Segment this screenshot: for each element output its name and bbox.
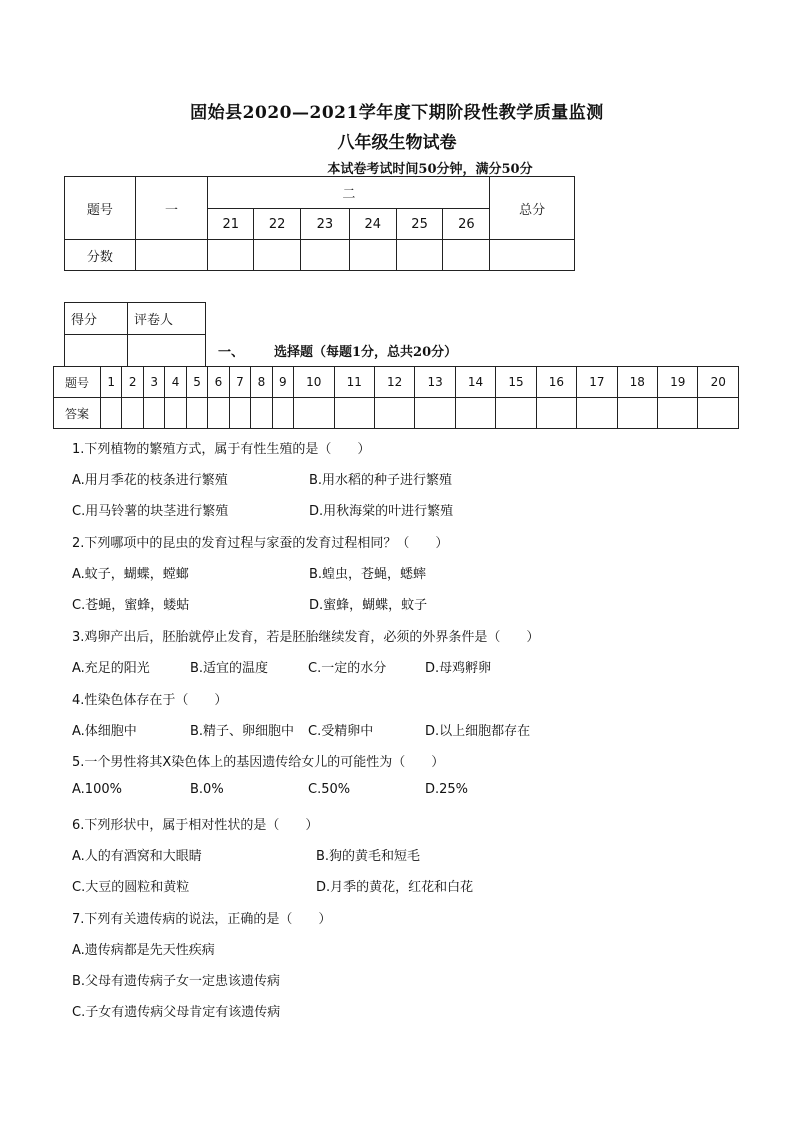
score-cell[interactable] [208, 240, 254, 271]
question-option[interactable]: C.用马铃薯的块茎进行繁殖 [72, 504, 229, 519]
score-cell[interactable] [490, 240, 575, 271]
answer-number: 7 [229, 367, 250, 398]
question-option[interactable]: B.精子、卵细胞中 [190, 724, 295, 739]
question-option[interactable]: B.狗的黄毛和短毛 [316, 849, 421, 864]
answer-cell[interactable] [272, 398, 293, 429]
score-col-label: 题号 [65, 177, 136, 240]
answer-number: 18 [617, 367, 657, 398]
score-row-label: 分数 [65, 240, 136, 271]
answer-cell[interactable] [229, 398, 250, 429]
score-sub-col: 24 [349, 209, 396, 240]
question-option[interactable]: C.50% [308, 782, 351, 797]
answer-cell[interactable] [186, 398, 207, 429]
answer-number: 16 [536, 367, 576, 398]
answer-cell[interactable] [415, 398, 455, 429]
score-sub-col: 22 [254, 209, 301, 240]
answer-cell[interactable] [658, 398, 698, 429]
score-cell[interactable] [349, 240, 396, 271]
answer-table [53, 366, 739, 429]
question-option[interactable]: A.体细胞中 [72, 724, 137, 739]
question-stem: 6.下列形状中，属于相对性状的是（ ） [72, 818, 319, 833]
section-number: 一、 [218, 345, 245, 360]
section-title [218, 341, 457, 360]
question-option[interactable]: B.适宜的温度 [190, 661, 269, 676]
answer-cell[interactable] [165, 398, 186, 429]
question-option[interactable]: C.大豆的圆粒和黄粒 [72, 880, 190, 895]
answer-cell[interactable] [143, 398, 164, 429]
question-option[interactable]: A.蚊子，蝴蝶，螳螂 [72, 567, 189, 582]
answer-number: 6 [208, 367, 229, 398]
question-option[interactable]: D.蜜蜂，蝴蝶，蚊子 [309, 598, 428, 613]
answer-cell[interactable] [577, 398, 617, 429]
answer-number: 20 [698, 367, 739, 398]
answer-number: 12 [374, 367, 414, 398]
question-option[interactable]: D.用秋海棠的叶进行繁殖 [309, 504, 454, 519]
question-stem: 3.鸡卵产出后，胚胎就停止发育，若是胚胎继续发育，必须的外界条件是（ ） [72, 630, 540, 645]
answer-cell[interactable] [294, 398, 334, 429]
score-sub-col: 23 [301, 209, 350, 240]
answer-cell[interactable] [208, 398, 229, 429]
answer-cell[interactable] [617, 398, 657, 429]
question-option[interactable]: D.25% [425, 782, 469, 797]
score-table [64, 176, 575, 271]
question-option[interactable]: A.充足的阳光 [72, 661, 150, 676]
question-option[interactable]: B.0% [190, 782, 224, 797]
score-cell[interactable] [396, 240, 443, 271]
grader-name-cell[interactable] [128, 335, 206, 367]
question-option[interactable]: A.人的有酒窝和大眼睛 [72, 849, 202, 864]
question-option[interactable]: C.子女有遗传病父母肯定有该遗传病 [72, 1005, 281, 1020]
answer-number: 1 [101, 367, 122, 398]
score-part-two: 二 [208, 177, 490, 209]
question-option[interactable]: A.遗传病都是先天性疾病 [72, 943, 215, 958]
answer-number: 9 [272, 367, 293, 398]
answer-cell[interactable] [122, 398, 143, 429]
answer-cell[interactable] [251, 398, 272, 429]
answer-head-label: 题号 [54, 367, 101, 398]
question-option[interactable]: A.用月季花的枝条进行繁殖 [72, 473, 228, 488]
answer-number: 11 [334, 367, 374, 398]
score-cell[interactable] [135, 240, 208, 271]
question-stem: 4.性染色体存在于（ ） [72, 693, 228, 708]
grader-label: 评卷人 [128, 303, 206, 335]
answer-cell[interactable] [536, 398, 576, 429]
grader-box [64, 302, 206, 367]
answer-number: 5 [186, 367, 207, 398]
answer-number: 2 [122, 367, 143, 398]
answer-number: 3 [143, 367, 164, 398]
answer-number: 14 [455, 367, 495, 398]
score-total: 总分 [490, 177, 575, 240]
score-cell[interactable] [254, 240, 301, 271]
question-option[interactable]: D.母鸡孵卵 [425, 661, 492, 676]
answer-cell[interactable] [101, 398, 122, 429]
answer-cell[interactable] [334, 398, 374, 429]
answer-cell[interactable] [374, 398, 414, 429]
question-option[interactable]: D.月季的黄花，红花和白花 [316, 880, 474, 895]
question-stem: 5.一个男性将其X染色体上的基因遗传给女儿的可能性为（ ） [72, 755, 445, 770]
answer-row-label: 答案 [54, 398, 101, 429]
exam-subtitle: 八年级生物试卷 [337, 133, 457, 153]
score-cell[interactable] [301, 240, 350, 271]
exam-note: 本试卷考试时间50分钟，满分50分 [327, 162, 533, 177]
question-stem: 1.下列植物的繁殖方式，属于有性生殖的是（ ） [72, 442, 371, 457]
answer-cell[interactable] [698, 398, 739, 429]
score-cell[interactable] [443, 240, 490, 271]
question-option[interactable]: B.父母有遗传病子女一定患该遗传病 [72, 974, 281, 989]
question-option[interactable]: C.苍蝇，蜜蜂，蝼蛄 [72, 598, 190, 613]
answer-number: 17 [577, 367, 617, 398]
score-sub-col: 21 [208, 209, 254, 240]
question-stem: 7.下列有关遗传病的说法，正确的是（ ） [72, 912, 332, 927]
grader-score-cell[interactable] [65, 335, 128, 367]
question-stem: 2.下列哪项中的昆虫的发育过程与家蚕的发育过程相同？（ ） [72, 536, 449, 551]
score-part-one: 一 [135, 177, 208, 240]
question-option[interactable]: D.以上细胞都存在 [425, 724, 531, 739]
answer-cell[interactable] [455, 398, 495, 429]
answer-number: 19 [658, 367, 698, 398]
answer-number: 4 [165, 367, 186, 398]
question-option[interactable]: B.蝗虫，苍蝇，蟋蟀 [309, 567, 427, 582]
grader-score-label: 得分 [65, 303, 128, 335]
question-option[interactable]: A.100% [72, 782, 122, 797]
score-sub-col: 25 [396, 209, 443, 240]
score-sub-col: 26 [443, 209, 490, 240]
question-option[interactable]: C.受精卵中 [308, 724, 374, 739]
exam-title: 固始县2020—2021学年度下期阶段性教学质量监测 [190, 103, 604, 123]
answer-number: 13 [415, 367, 455, 398]
answer-number: 10 [294, 367, 334, 398]
section-text: 选择题（每题1分，总共20分） [274, 345, 458, 360]
answer-number: 15 [496, 367, 536, 398]
question-option[interactable]: B.用水稻的种子进行繁殖 [309, 473, 453, 488]
answer-cell[interactable] [496, 398, 536, 429]
question-option[interactable]: C.一定的水分 [308, 661, 387, 676]
answer-number: 8 [251, 367, 272, 398]
